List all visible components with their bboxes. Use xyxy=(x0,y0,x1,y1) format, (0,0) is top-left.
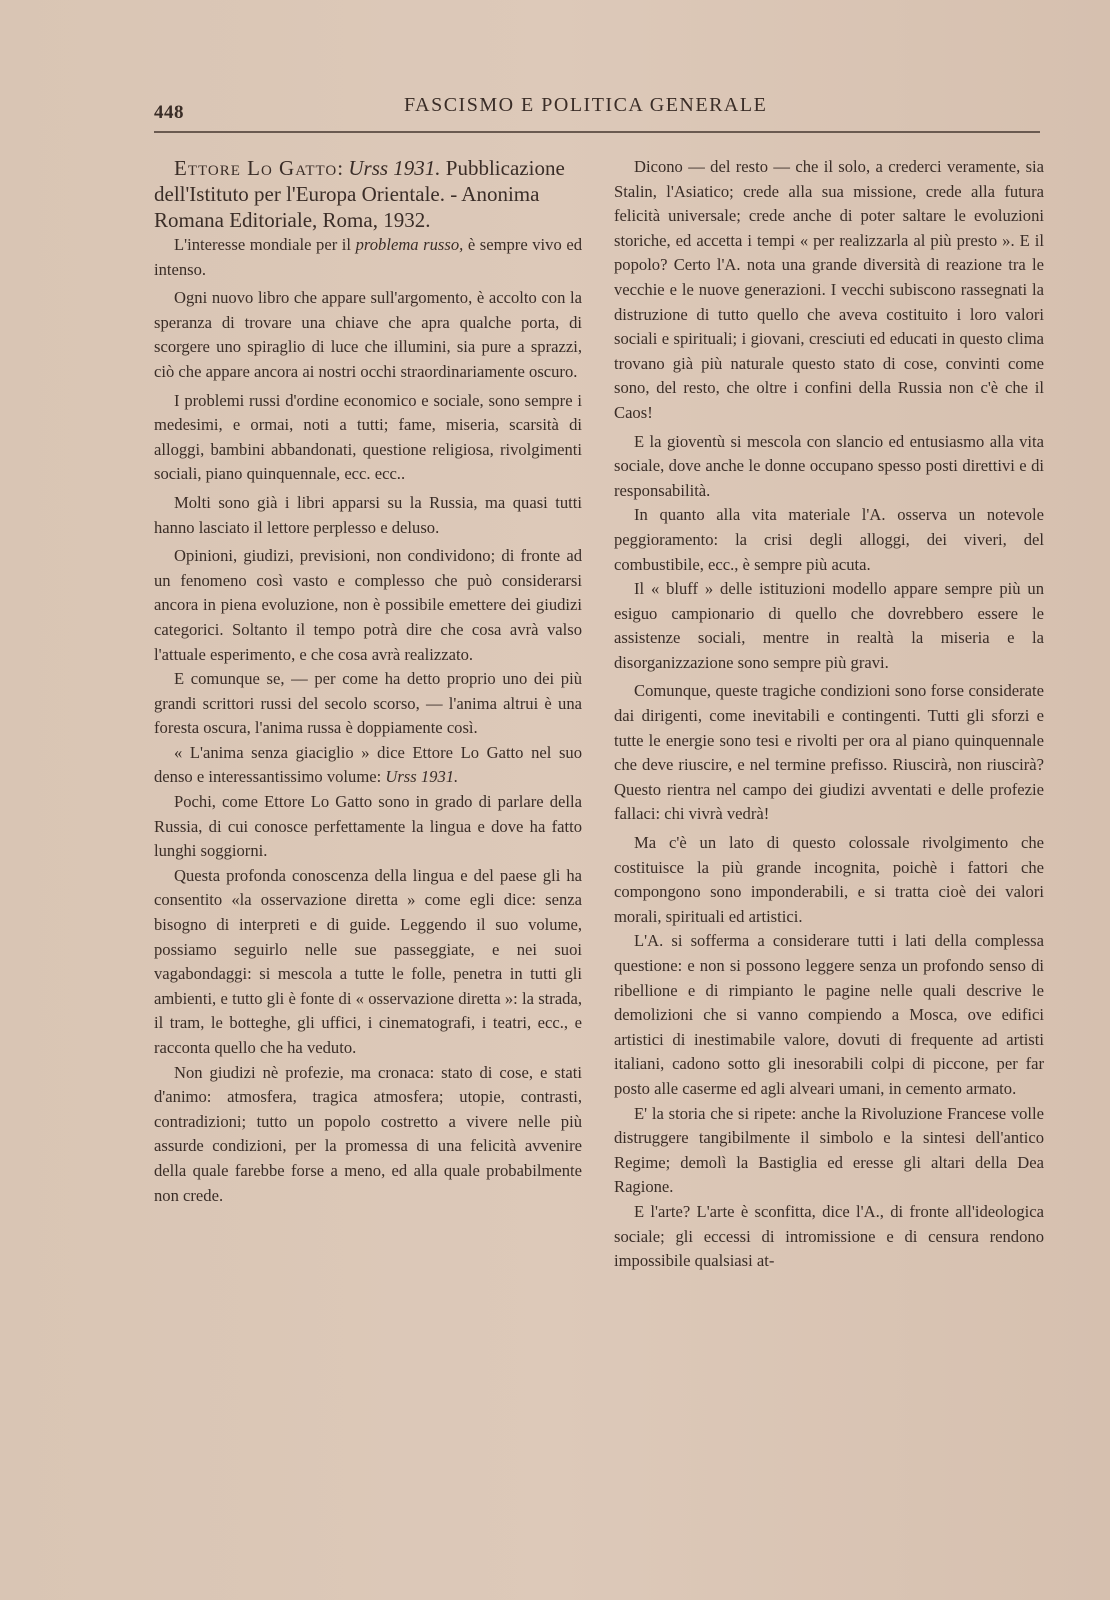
paragraph: Il « bluff » delle istituzioni modello appare sempre più un esiguo campionario di quello che dovrebbero essere le assistenze sociali, mentre in realtà la miseria e la disorganizzazione sono sempre più gravi. xyxy=(614,579,1044,672)
paragraph-text: L'interesse mondiale per il xyxy=(174,235,356,254)
page-header xyxy=(154,92,1044,132)
paragraph: Ogni nuovo libro che appare sull'argomento, è accolto con la speranza di trovare una chiave che apra qualche porta, di scorgere uno spiraglio di luce che illumini, sia pure a sprazzi, ciò che appare ancora ai nostri occhi straordinariamente oscuro. xyxy=(154,288,582,381)
paragraph: E la gioventù si mescola con slancio ed entusiasmo alla vita sociale, dove anche le donne occupano spesso posti direttivi e di responsabilità. xyxy=(614,431,1044,500)
author-separator: : xyxy=(337,156,349,180)
paragraph-emphasis: problema russo, xyxy=(355,235,464,254)
paragraph: Opinioni, giudizi, previsioni, non condividono; di fronte ad un fenomeno così vasto e complesso che può considerarsi ancora in piena evoluzione, non è possibile emettere dei giudizi categorici. Soltanto il tempo potrà dire che cosa avrà valso l'attuale esperimento, e che cosa avrà realizzato. xyxy=(154,546,582,664)
paragraph: Questa profonda conoscenza della lingua e del paese gli ha consentito «la osservazione diretta » come egli dice: senza bisogno di interpreti e di guide. Leggendo il suo volume, possiamo seguirlo nelle sue passeggiate, e nei suoi vagabondaggi: si mescola a tutte le folle, penetra in tutti gli ambienti, e tutto gli è fonte di « osservazione diretta »: la strada, il tram, le botteghe, gli uffici, i cinematografi, i teatri, ecc., e racconta quello che ha veduto. xyxy=(154,865,582,1057)
paragraph xyxy=(154,233,582,282)
paragraph: I problemi russi d'ordine economico e sociale, sono sempre i medesimi, e ormai, noti a tutti; fame, miseria, scarsità di alloggi, bambini abbandonati, questione religiosa, rivolgimenti sociali, piano quinquennale, ecc. ecc.. xyxy=(154,390,582,484)
running-title: FASCISMO E POLITICA GENERALE xyxy=(404,94,768,116)
paragraph xyxy=(154,741,582,790)
paragraph: E comunque se, — per come ha detto proprio uno dei più grandi scrittori russi del secolo scorso, — l'anima altrui è una foresta oscura, l'anima russa è doppiamente così. xyxy=(154,669,582,738)
paragraph: Comunque, queste tragiche condizioni sono forse considerate dai dirigenti, come inevitabili e contingenti. Tutti gli sforzi e tutte le energie sono tesi e rivolti per ora al piano quinquennale che deve riuscire, e nel termine prefisso. Riuscirà, non riuscirà? Questo rientra nel campo dei giudizi avventati e delle profezie fallaci: chi vivrà vedrà! xyxy=(614,681,1044,824)
paragraph: Molti sono già i libri apparsi su la Russia, ma quasi tutti hanno lasciato il lettore perplesso e deluso. xyxy=(154,492,582,537)
paragraph: E l'arte? L'arte è sconfitta, dice l'A., di fronte all'ideologica sociale; gli eccessi di intromissione e di censura rendono impossibile qualsiasi at- xyxy=(614,1201,1044,1271)
paragraph: Dicono — del resto — che il solo, a crederci veramente, sia Stalin, l'Asiatico; crede alla sua missione, crede alla futura felicità universale; crede anche di poter saltare le evoluzioni storiche, ed accetta i tempi « per realizzarla al più presto ». E il popolo? Certo l'A. nota una grande diversità di reazione tra le vecchie e le nuove generazioni. I vecchi subiscono rassegnati la distruzione di tutto quello che aveva costituito i loro valori sociali e spirituali; i giovani, cresciuti ed educati in questo clima trovano già più naturale questo stato di cose, convinti come sono, del resto, che oltre i confini della Russia non c'è che il Caos! xyxy=(614,157,1044,422)
right-column xyxy=(614,155,1044,1274)
page-number: 448 xyxy=(154,102,184,123)
review-author: Ettore Lo Gatto xyxy=(174,156,338,180)
review-heading xyxy=(154,155,582,233)
paragraph-emphasis: Urss 1931. xyxy=(385,767,459,787)
review-publication: Pubblicazione dell'Istituto per l'Europa Orientale. - Anonima Romana Editoriale, Roma, 1932. xyxy=(154,156,565,232)
paragraph-text: « L'anima senza giaciglio » dice Ettore Lo Gatto nel suo denso e interessantissimo volume: xyxy=(154,742,582,787)
paragraph: Pochi, come Ettore Lo Gatto sono in grado di parlare della Russia, di cui conosce perfettamente la lingua e dove ha fatto lunghi soggiorni. xyxy=(154,792,582,861)
review-book-title: Urss 1931. xyxy=(348,156,441,180)
paragraph: In quanto alla vita materiale l'A. osserva un notevole peggioramento: la crisi degli alloggi, dei viveri, del combustibile, ecc., è sempre più acuta. xyxy=(614,505,1044,574)
paragraph-text: è sempre vivo ed intenso. xyxy=(154,235,582,279)
paragraph: L'A. si sofferma a considerare tutti i lati della complessa questione: e non si possono leggere senza un profondo senso di ribellione e di rimpianto le pagine nelle quali descrive le demolizioni che si vanno compiendo a Mosca, ove edifici artistici di inestimabile valore, dovuti di frequente ad artisti italiani, cadono sotto gli inesorabili colpi di piccone, per far posto alle caserme ed agli alveari umani, in cemento armato. xyxy=(614,931,1044,1098)
paragraph: Non giudizi nè profezie, ma cronaca: stato di cose, e stati d'animo: atmosfera, tragica atmosfera; utopie, contrasti, contradizioni; tutto un popolo costretto a vivere nelle più assurde condizioni, per la promessa di una felicità avvenire della quale farebbe forse a meno, ed alla quale probabilmente non crede. xyxy=(154,1062,582,1205)
header-rule xyxy=(154,131,1040,133)
paragraph: Ma c'è un lato di questo colossale rivolgimento che costituisce la più grande incognita, poichè i fattori che compongono sono imponderabili, e si tratta cioè dei valori morali, spirituali ed artistici. xyxy=(614,833,1044,926)
paragraph: E' la storia che si ripete: anche la Rivoluzione Francese volle distruggere tangibilmente il simbolo e la sintesi dell'antico Regime; demolì la Bastiglia ed eresse gli altari della Dea Ragione. xyxy=(614,1103,1044,1197)
left-column xyxy=(154,155,582,1208)
